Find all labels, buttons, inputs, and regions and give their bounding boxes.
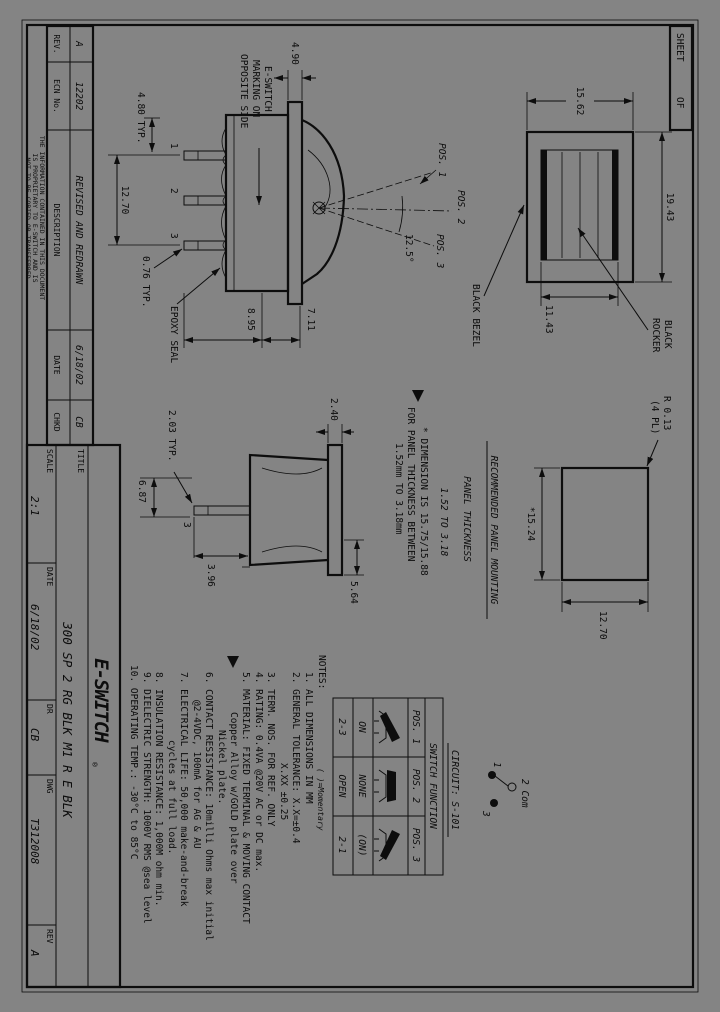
note-9: 9. DIELECTRIC STRENGTH: 1000V RMS @sea level xyxy=(141,672,152,924)
note-7-cont: cycles at full load. xyxy=(166,740,177,855)
drawing-title: 300 SP 2 RG BLK M1 R E BLK xyxy=(60,622,75,818)
revision-strip xyxy=(24,26,93,445)
revision-flag-icon xyxy=(412,390,424,402)
date-label: DATE xyxy=(45,567,54,587)
end-terminal-3-label: 3 xyxy=(181,522,192,528)
state-pos2: NONE xyxy=(356,774,367,798)
front-width-dim: 19.43 xyxy=(664,192,675,222)
marking-note-line1: E-SWITCH xyxy=(262,66,273,112)
epoxy-seal-label: EPOXY SEAL xyxy=(168,306,179,364)
end-housing xyxy=(250,455,328,565)
rev-header: REV. xyxy=(52,34,61,54)
angle-dim: 12.5° xyxy=(403,234,414,263)
dim-0-76: 0.76 TYP. xyxy=(140,256,151,308)
rev-date-value: 6/18/02 xyxy=(73,344,84,386)
rocker-pos3-icon xyxy=(374,829,400,861)
note-1: 1. ALL DIMENSIONS IN MM xyxy=(303,672,314,804)
terminal-2-label: 2 xyxy=(168,188,179,194)
registered-mark-icon: ® xyxy=(90,762,99,767)
of-label: OF xyxy=(674,97,685,109)
end-terminal xyxy=(194,506,250,515)
switch-housing xyxy=(226,115,288,291)
rocker-height-dim: 11.43 xyxy=(543,305,554,334)
panel-cutout xyxy=(562,468,648,580)
front-height-dim: 15.62 xyxy=(574,86,585,116)
circuit-pole3-contact xyxy=(490,799,498,807)
sheet-label: SHEET xyxy=(674,33,685,62)
dim-4-90: 4.90 xyxy=(289,42,300,65)
circuit-pole1-label: 1 xyxy=(491,762,502,768)
rev-value: A xyxy=(73,41,84,47)
note-5-cont1: Copper Alloy w/GOLD plate over xyxy=(228,712,239,884)
proprietary-line1: THE INFORMATION CONTAINED IN THIS DOCUMENT xyxy=(38,135,46,301)
note-5-cont2: Nickel plate. xyxy=(216,730,227,805)
cutout-width-dim: *15.24 xyxy=(525,506,536,542)
rocker-callout-line2: ROCKER xyxy=(650,318,661,353)
description-header: DESCRIPTION xyxy=(52,203,61,257)
dwg-number: T312008 xyxy=(28,818,41,865)
rocker-pos2-icon xyxy=(374,770,396,802)
end-view xyxy=(136,398,364,604)
front-view xyxy=(470,87,675,353)
note-6-cont: @2-4VDC, 100mA for AG & AU xyxy=(191,700,202,849)
circuit-title: CIRCUIT: S-101 xyxy=(449,749,460,831)
dwg-label: DWG xyxy=(45,779,54,794)
side-view xyxy=(108,42,466,363)
col-pos3: POS. 3 xyxy=(410,827,421,863)
note-4: 4. RATING: 0.4VA @20V AC or DC max. xyxy=(253,672,264,873)
state-pos3: (ON) xyxy=(356,833,367,857)
momentary-note: ( )=Momentary xyxy=(316,768,325,831)
dimension-note-line3: 1.52mm TO 3.18mm xyxy=(393,443,404,535)
state-pos1: ON xyxy=(356,721,367,733)
dim-2-03: 2.03 TYP. xyxy=(166,410,177,462)
dr-value: CB xyxy=(28,728,41,742)
dim-6-87: 6.87 xyxy=(136,480,147,503)
marking-note-line2: MARKING ON xyxy=(250,60,261,118)
date-value: 6/18/02 xyxy=(28,604,41,651)
dim-7-11: 7.11 xyxy=(305,308,316,331)
proprietary-statement xyxy=(24,136,46,300)
dimension-note-line2: FOR PANEL THICKNESS BETWEEN xyxy=(405,407,416,562)
corner-radius-note-line2: (4 PL) xyxy=(649,400,660,435)
e-switch-logo xyxy=(90,658,112,767)
dim-8-95: 8.95 xyxy=(245,308,256,331)
marking-note-line3: OPPOSITE SIDE xyxy=(238,54,249,129)
circuit-common-label: 2 Com xyxy=(519,779,530,808)
title-block xyxy=(27,445,120,987)
rev-label: REV xyxy=(45,929,54,944)
col-pos1: POS. 1 xyxy=(410,709,421,745)
panel-mount-heading: RECOMMENDED PANEL MOUNTING xyxy=(488,455,499,605)
rev-date-header: DATE xyxy=(52,355,61,375)
proprietary-line3: NOT TO BE COPIED OR TRANSFERRED xyxy=(24,157,32,279)
rocker-callout-line1: BLACK xyxy=(662,320,673,349)
terminal-1-label: 1 xyxy=(168,143,179,149)
ecn-header: ECN No. xyxy=(52,79,61,113)
panel-thickness-range: 1.52 TO 3.18 xyxy=(438,487,449,557)
notes-block xyxy=(128,655,327,941)
bezel-flange xyxy=(288,102,302,304)
circuit-pole3-label: 3 xyxy=(480,811,491,817)
terminal-blades xyxy=(184,151,226,250)
rocker-outline xyxy=(541,150,618,260)
terminals-pos3: 2-1 xyxy=(336,836,347,854)
dimension-note-line1: * DIMENSION IS 15.75/15.88 xyxy=(418,427,429,576)
dim-3-96: 3.96 xyxy=(205,564,216,587)
rocker-profile xyxy=(302,120,344,284)
chkd-value: CB xyxy=(73,416,84,428)
rocker-top-edge xyxy=(612,150,618,260)
note-2: 2. GENERAL TOLERANCE: X.X=±0.4 xyxy=(290,672,301,844)
note-6: 6. CONTACT RESISTANCE: 10milli Ohms max initial xyxy=(203,672,214,941)
logo-text: E-SWITCH xyxy=(90,658,112,742)
note-10: 10. OPERATING TEMP.: -30°C to 85°C xyxy=(128,665,139,860)
dim-2-40: 2.40 xyxy=(328,398,339,421)
panel-thickness-heading: PANEL THICKNESS xyxy=(461,476,472,562)
circuit-common-contact xyxy=(508,783,516,791)
rocker-pos1-icon xyxy=(374,711,400,743)
note-2-cont: X.XX ±0.25 xyxy=(278,763,289,821)
revision-flag-icon xyxy=(227,656,239,668)
switch-function-table xyxy=(316,698,443,875)
dim-5-64: 5.64 xyxy=(348,581,359,604)
pos2-label: POS. 2 xyxy=(455,190,466,225)
ecn-value: 12202 xyxy=(73,81,84,111)
terminal-3-label: 3 xyxy=(168,233,179,239)
notes-header: NOTES: xyxy=(316,655,327,690)
pos3-label: POS. 3 xyxy=(434,234,445,269)
note-3: 3. TERM. NOS. FOR REF. ONLY xyxy=(265,672,276,827)
dim-12-70: 12.70 xyxy=(119,185,130,215)
dr-label: DR xyxy=(45,704,54,714)
cutout-height-dim: 12.70 xyxy=(597,611,608,640)
function-table-header: SWITCH FUNCTION xyxy=(427,743,438,829)
circuit-pole1-contact xyxy=(488,771,496,779)
bezel-callout: BLACK BEZEL xyxy=(470,284,481,347)
note-7: 7. ELECTRICAL LIFE: 50,000 make-and-break xyxy=(178,672,189,907)
rocker-bottom-edge xyxy=(541,150,547,260)
note-5: 5. MATERIAL: FIXED TERMINAL & MOVING CONTACT xyxy=(240,672,251,924)
scale-label: SCALE xyxy=(45,449,54,474)
proprietary-line2: IS PROPRIETARY TO E-SWITCH AND IS xyxy=(31,153,39,283)
col-pos2: POS. 2 xyxy=(410,768,421,804)
sheet-of-box xyxy=(670,26,692,130)
rev-value: A xyxy=(28,950,41,957)
corner-radius-note-line1: R 0.13 xyxy=(661,396,672,431)
panel-mounting-view xyxy=(393,390,672,640)
chkd-header: CHKD xyxy=(52,412,61,432)
scale-value: 2:1 xyxy=(28,496,41,516)
note-8: 8. INSULATION RESISTANCE: 1,000M ohm min. xyxy=(153,672,164,907)
terminals-pos1: 2-3 xyxy=(336,718,347,736)
description-value: REVISED AND REDRAWN xyxy=(73,175,84,285)
end-bezel xyxy=(328,445,342,575)
terminals-pos2: OPEN xyxy=(336,774,347,798)
circuit-schematic xyxy=(448,743,530,837)
pos1-label: POS. 1 xyxy=(436,143,447,178)
title-label: TITLE xyxy=(76,449,85,474)
dim-4-80: 4.80 TYP. xyxy=(135,92,146,144)
